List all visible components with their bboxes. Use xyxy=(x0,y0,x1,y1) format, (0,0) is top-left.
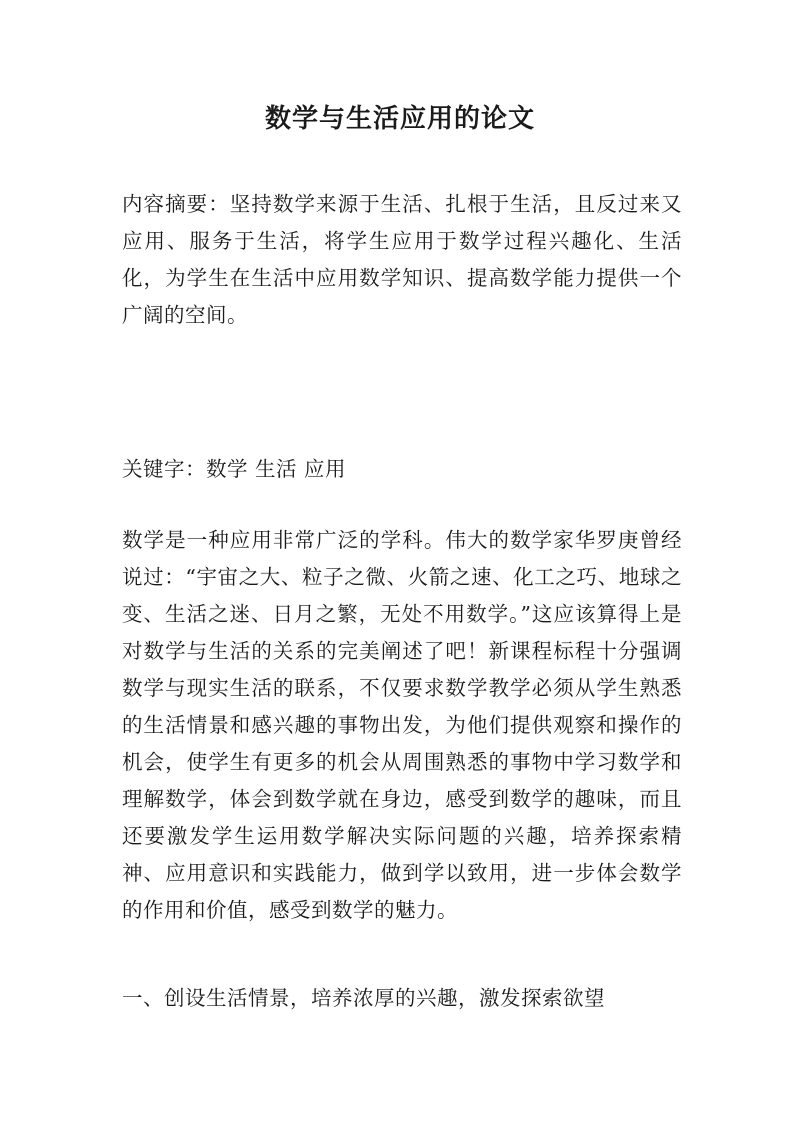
document-title: 数学与生活应用的论文 xyxy=(264,104,535,134)
section-heading: 一、创设生活情景，培养浓厚的兴趣，激发探索欲望 xyxy=(122,986,605,1010)
body-paragraph: 数学是一种应用非常广泛的学科。伟大的数学家华罗庚曾经说过：“宇宙之大、粒子之微、火箭之速、化工之巧、地球之变、生活之迷、日月之繁，无处不用数学。”这应该算得上是对数学与生活的关系的完美阐述了吧！新课程标程十分强调数学与现实生活的联系，不仅要求数学教学必须从学生熟悉的生活情景和感兴趣的事物出发，为他们提供观察和操作的机会，使学生有更多的机会从周围熟悉的事物中学习数学和理解数学，体会到数学就在身边，感受到数学的趣味，而且还要激发学生运用数学解决实际问题的兴趣，培养探索精神、应用意识和实践能力，做到学以致用，进一步体会数学的作用和价值，感受到数学的魅力。 xyxy=(122,528,682,922)
abstract-paragraph: 内容摘要：坚持数学来源于生活、扎根于生活，且反过来又应用、服务于生活，将学生应用于数学过程兴趣化、生活化，为学生在生活中应用数学知识、提高数学能力提供一个广阔的空间。 xyxy=(122,192,682,327)
keywords-line: 关键字：数学 生活 应用 xyxy=(122,457,347,481)
